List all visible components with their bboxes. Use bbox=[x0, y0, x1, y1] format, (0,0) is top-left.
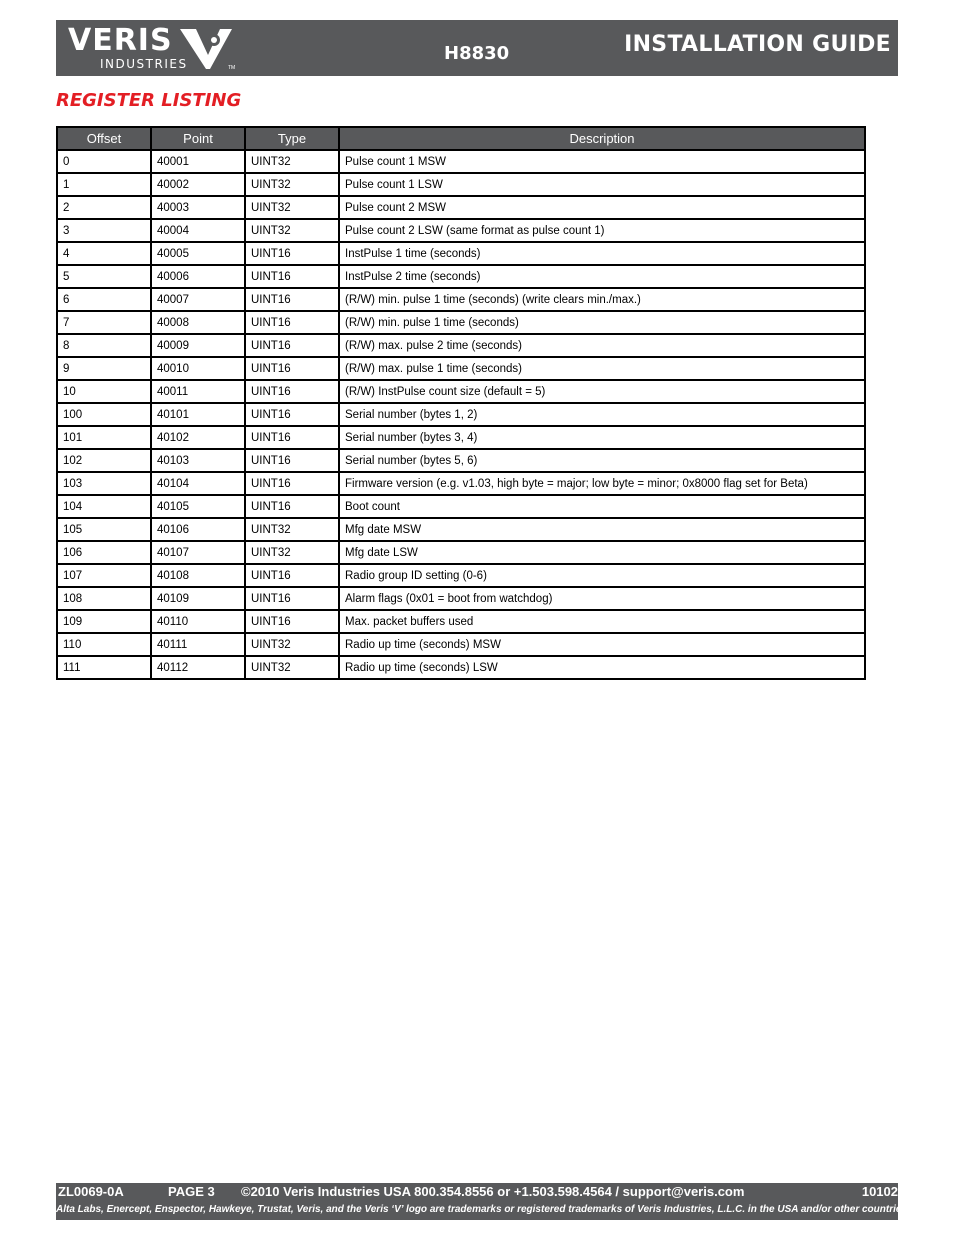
table-header-row bbox=[57, 127, 865, 150]
cell-description: (R/W) min. pulse 1 time (seconds) (write clears min./max.) bbox=[339, 288, 865, 311]
cell-description: InstPulse 1 time (seconds) bbox=[339, 242, 865, 265]
cell-type: UINT16 bbox=[245, 265, 339, 288]
cell-point: 40105 bbox=[151, 495, 245, 518]
table-row bbox=[57, 518, 865, 541]
cell-type: UINT16 bbox=[245, 242, 339, 265]
cell-offset: 108 bbox=[57, 587, 151, 610]
cell-type: UINT16 bbox=[245, 610, 339, 633]
cell-description: Serial number (bytes 5, 6) bbox=[339, 449, 865, 472]
cell-point: 40005 bbox=[151, 242, 245, 265]
cell-offset: 0 bbox=[57, 150, 151, 173]
table-row bbox=[57, 426, 865, 449]
cell-type: UINT16 bbox=[245, 426, 339, 449]
logo-subtitle: INDUSTRIES bbox=[100, 57, 188, 71]
cell-point: 40004 bbox=[151, 219, 245, 242]
logo-trademark: TM bbox=[228, 65, 236, 71]
cell-description: Mfg date LSW bbox=[339, 541, 865, 564]
cell-type: UINT32 bbox=[245, 196, 339, 219]
table-row bbox=[57, 495, 865, 518]
cell-offset: 103 bbox=[57, 472, 151, 495]
cell-type: UINT16 bbox=[245, 587, 339, 610]
cell-type: UINT32 bbox=[245, 541, 339, 564]
cell-point: 40106 bbox=[151, 518, 245, 541]
table-row bbox=[57, 265, 865, 288]
cell-description: InstPulse 2 time (seconds) bbox=[339, 265, 865, 288]
cell-description: Pulse count 2 LSW (same format as pulse count 1) bbox=[339, 219, 865, 242]
model-number: H8830 bbox=[444, 43, 510, 64]
cell-description: (R/W) max. pulse 2 time (seconds) bbox=[339, 334, 865, 357]
cell-offset: 5 bbox=[57, 265, 151, 288]
cell-offset: 100 bbox=[57, 403, 151, 426]
table-row bbox=[57, 587, 865, 610]
cell-description: Radio up time (seconds) MSW bbox=[339, 633, 865, 656]
cell-point: 40006 bbox=[151, 265, 245, 288]
column-header-offset: Offset bbox=[57, 127, 151, 150]
table-row bbox=[57, 196, 865, 219]
cell-description: (R/W) max. pulse 1 time (seconds) bbox=[339, 357, 865, 380]
table-row bbox=[57, 150, 865, 173]
cell-point: 40002 bbox=[151, 173, 245, 196]
cell-offset: 8 bbox=[57, 334, 151, 357]
cell-type: UINT32 bbox=[245, 656, 339, 679]
column-header-description: Description bbox=[339, 127, 865, 150]
cell-type: UINT16 bbox=[245, 564, 339, 587]
cell-description: Max. packet buffers used bbox=[339, 610, 865, 633]
cell-type: UINT32 bbox=[245, 219, 339, 242]
cell-point: 40112 bbox=[151, 656, 245, 679]
cell-type: UINT16 bbox=[245, 380, 339, 403]
table-row bbox=[57, 633, 865, 656]
cell-offset: 10 bbox=[57, 380, 151, 403]
column-header-point: Point bbox=[151, 127, 245, 150]
cell-point: 40011 bbox=[151, 380, 245, 403]
cell-offset: 107 bbox=[57, 564, 151, 587]
cell-type: UINT32 bbox=[245, 518, 339, 541]
page-number: PAGE 3 bbox=[168, 1184, 215, 1199]
document-type: INSTALLATION GUIDE bbox=[624, 32, 891, 57]
cell-offset: 7 bbox=[57, 311, 151, 334]
cell-type: UINT32 bbox=[245, 150, 339, 173]
cell-description: Firmware version (e.g. v1.03, high byte = major; low byte = minor; 0x8000 flag set for Beta) bbox=[339, 472, 865, 495]
cell-type: UINT16 bbox=[245, 288, 339, 311]
veris-v-logo-icon bbox=[178, 25, 234, 71]
table-row bbox=[57, 380, 865, 403]
logo-wordmark: VERIS bbox=[68, 23, 173, 58]
table-row bbox=[57, 242, 865, 265]
cell-type: UINT16 bbox=[245, 449, 339, 472]
table-row bbox=[57, 541, 865, 564]
cell-offset: 2 bbox=[57, 196, 151, 219]
cell-point: 40010 bbox=[151, 357, 245, 380]
table-row bbox=[57, 334, 865, 357]
cell-type: UINT16 bbox=[245, 334, 339, 357]
cell-description: Pulse count 2 MSW bbox=[339, 196, 865, 219]
table-row bbox=[57, 357, 865, 380]
document-number: ZL0069-0A bbox=[58, 1184, 124, 1199]
cell-offset: 3 bbox=[57, 219, 151, 242]
cell-description: Serial number (bytes 1, 2) bbox=[339, 403, 865, 426]
cell-description: Pulse count 1 LSW bbox=[339, 173, 865, 196]
date-code: 10102 bbox=[861, 1184, 898, 1199]
cell-offset: 105 bbox=[57, 518, 151, 541]
cell-type: UINT32 bbox=[245, 173, 339, 196]
register-table bbox=[56, 126, 866, 680]
cell-point: 40103 bbox=[151, 449, 245, 472]
cell-point: 40007 bbox=[151, 288, 245, 311]
cell-type: UINT32 bbox=[245, 633, 339, 656]
cell-point: 40008 bbox=[151, 311, 245, 334]
table-row bbox=[57, 403, 865, 426]
cell-point: 40003 bbox=[151, 196, 245, 219]
cell-type: UINT16 bbox=[245, 495, 339, 518]
table-row bbox=[57, 472, 865, 495]
cell-offset: 110 bbox=[57, 633, 151, 656]
cell-offset: 106 bbox=[57, 541, 151, 564]
table-row bbox=[57, 656, 865, 679]
page-header bbox=[56, 20, 898, 76]
cell-point: 40107 bbox=[151, 541, 245, 564]
cell-offset: 104 bbox=[57, 495, 151, 518]
cell-offset: 101 bbox=[57, 426, 151, 449]
cell-description: Serial number (bytes 3, 4) bbox=[339, 426, 865, 449]
cell-offset: 111 bbox=[57, 656, 151, 679]
column-header-type: Type bbox=[245, 127, 339, 150]
cell-offset: 6 bbox=[57, 288, 151, 311]
cell-offset: 4 bbox=[57, 242, 151, 265]
cell-type: UINT16 bbox=[245, 357, 339, 380]
cell-description: (R/W) InstPulse count size (default = 5) bbox=[339, 380, 865, 403]
cell-description: Radio group ID setting (0-6) bbox=[339, 564, 865, 587]
cell-description: Mfg date MSW bbox=[339, 518, 865, 541]
cell-type: UINT16 bbox=[245, 403, 339, 426]
cell-point: 40108 bbox=[151, 564, 245, 587]
cell-point: 40111 bbox=[151, 633, 245, 656]
cell-type: UINT16 bbox=[245, 472, 339, 495]
cell-point: 40104 bbox=[151, 472, 245, 495]
trademark-notice: Alta Labs, Enercept, Enspector, Hawkeye, Trustat, Veris, and the Veris ‘V’ logo are trademarks or registered trademarks of Veris Industries, L.L.C. in the USA and/or other countries. bbox=[56, 1204, 910, 1215]
table-body bbox=[57, 150, 865, 679]
cell-point: 40102 bbox=[151, 426, 245, 449]
cell-point: 40110 bbox=[151, 610, 245, 633]
cell-point: 40101 bbox=[151, 403, 245, 426]
cell-point: 40109 bbox=[151, 587, 245, 610]
table-row bbox=[57, 311, 865, 334]
cell-offset: 102 bbox=[57, 449, 151, 472]
cell-point: 40001 bbox=[151, 150, 245, 173]
cell-point: 40009 bbox=[151, 334, 245, 357]
table-row bbox=[57, 564, 865, 587]
cell-description: Pulse count 1 MSW bbox=[339, 150, 865, 173]
cell-description: (R/W) min. pulse 1 time (seconds) bbox=[339, 311, 865, 334]
table-row bbox=[57, 288, 865, 311]
page-footer bbox=[56, 1183, 910, 1220]
table-row bbox=[57, 449, 865, 472]
table-row bbox=[57, 610, 865, 633]
cell-description: Boot count bbox=[339, 495, 865, 518]
veris-logo bbox=[68, 25, 238, 73]
section-title: REGISTER LISTING bbox=[56, 90, 242, 111]
copyright-contact: ©2010 Veris Industries USA 800.354.8556 or +1.503.598.4564 / support@veris.com bbox=[241, 1184, 745, 1199]
cell-offset: 1 bbox=[57, 173, 151, 196]
cell-description: Alarm flags (0x01 = boot from watchdog) bbox=[339, 587, 865, 610]
cell-type: UINT16 bbox=[245, 311, 339, 334]
cell-description: Radio up time (seconds) LSW bbox=[339, 656, 865, 679]
cell-offset: 109 bbox=[57, 610, 151, 633]
table-row bbox=[57, 173, 865, 196]
table-row bbox=[57, 219, 865, 242]
cell-offset: 9 bbox=[57, 357, 151, 380]
